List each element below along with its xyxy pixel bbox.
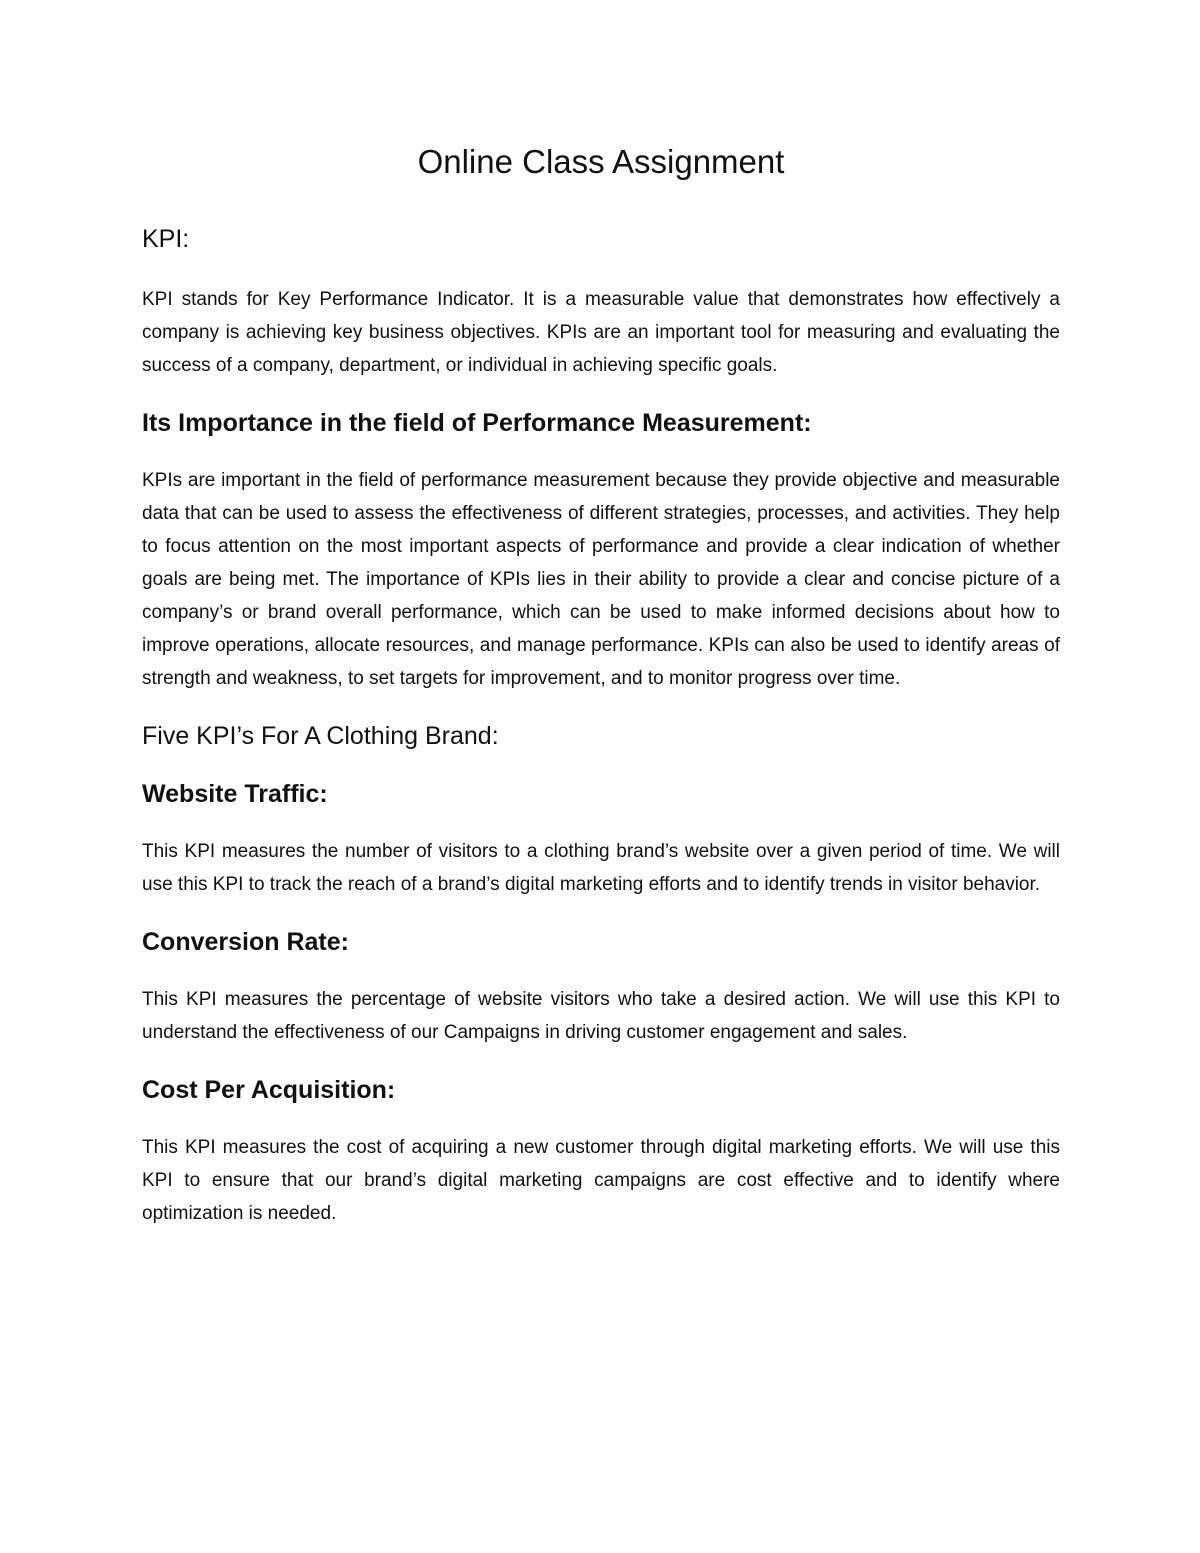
section-heading-five-kpis: Five KPI’s For A Clothing Brand: [142, 722, 499, 750]
section-heading-importance: Its Importance in the field of Performance Measurement: [142, 409, 812, 437]
section-body-website-traffic: This KPI measures the number of visitors to a clothing brand’s website over a given period of time. We will use this KPI to track the reach of a brand’s digital marketing efforts and to identify trends in visitor behavior. [142, 841, 1060, 895]
section-body-conversion-rate: This KPI measures the percentage of website visitors who take a desired action. We will use this KPI to understand the effectiveness of our Campaigns in driving customer engagement and sales. [142, 989, 1060, 1043]
section-heading-kpi: KPI: [142, 225, 190, 253]
section-body-kpi: KPI stands for Key Performance Indicator. It is a measurable value that demonstrates how effectively a company is achieving key business objectives. KPIs are an important tool for measuring and evaluating the success of a company, department, or individual in achieving specific goals. [142, 289, 1060, 376]
section-body-cost-per-acquisition: This KPI measures the cost of acquiring a new customer through digital marketing efforts. We will use this KPI to ensure that our brand’s digital marketing campaigns are cost effective and to identify where optimization is needed. [142, 1137, 1060, 1224]
section-heading-conversion-rate: Conversion Rate: [142, 928, 349, 956]
document-title: Online Class Assignment [417, 143, 785, 180]
section-heading-cost-per-acquisition: Cost Per Acquisition: [142, 1076, 396, 1104]
section-body-importance: KPIs are important in the field of performance measurement because they provide objective and measurable data that can be used to assess the effectiveness of different strategies, processes, and activities. They help to focus attention on the most important aspects of performance and provide a clear indication of whether goals are being met. The importance of KPIs lies in their ability to provide a clear and concise picture of a company’s or brand overall performance, which can be used to make informed decisions about how to improve operations, allocate resources, and manage performance. KPIs can also be used to identify areas of strength and weakness, to set targets for improvement, and to monitor progress over time. [142, 470, 1060, 689]
section-heading-website-traffic: Website Traffic: [142, 780, 328, 808]
document-content [142, 140, 1060, 1230]
